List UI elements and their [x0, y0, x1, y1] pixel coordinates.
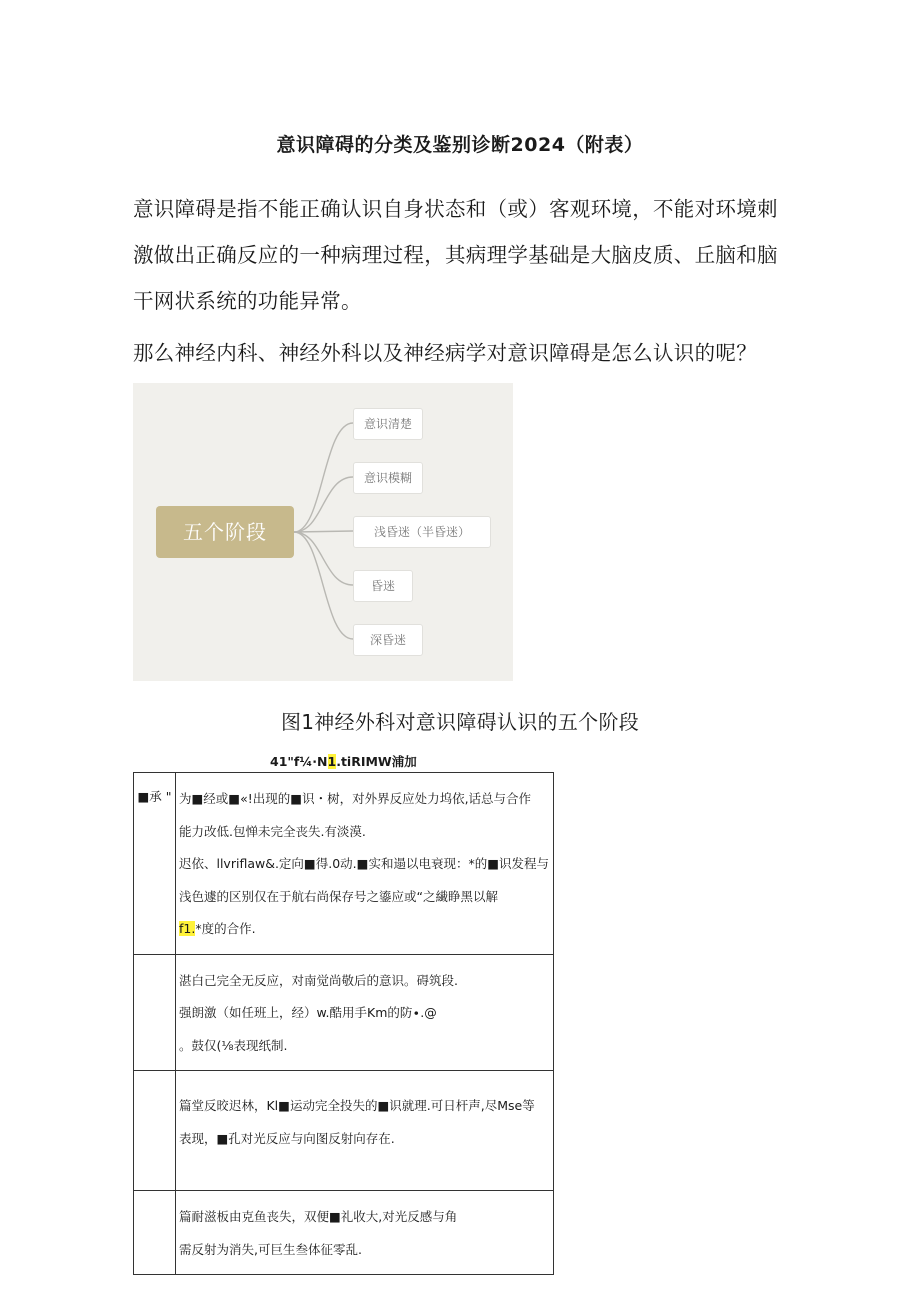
stage-node-5: 深昏迷 — [353, 624, 423, 656]
connector-2 — [294, 477, 353, 532]
stage-node-4: 昏迷 — [353, 570, 413, 602]
intro-paragraph: 意识障碍是指不能正确认识自身状态和（或）客观环境，不能对环境刺激做出正确反应的一种病理过程，其病理学基础是大脑皮质、丘脑和脑干网状系统的功能异常。 — [133, 197, 778, 313]
row-description — [175, 773, 553, 955]
connector-3 — [294, 531, 353, 532]
mind-map-center-node: 五个阶段 — [156, 506, 294, 558]
description-line: 湛白己完全无反应，对南觉尚敬后的意识。碍筑段. — [178, 972, 458, 988]
description-line: 。鼓仅(⅛表现纸制. — [178, 1037, 288, 1053]
description-line: 篇堂反晈迟林，Kl■运动完全投失的■识就理.可日杆声,尽Mse等 — [178, 1098, 535, 1113]
table-row — [134, 954, 554, 1071]
consciousness-table — [133, 772, 554, 1275]
stage-node-1: 意识清楚 — [353, 408, 423, 440]
description-line: 能力改低.包惮未完全丧失.有淡漠. — [178, 823, 366, 839]
figure-caption: 图1神经外科对意识障碍认识的五个阶段 — [280, 710, 640, 734]
mind-map-figure — [133, 383, 513, 681]
table-row — [134, 773, 554, 955]
connector-4 — [294, 532, 353, 585]
description-line — [179, 913, 549, 946]
table-row — [134, 1191, 554, 1275]
description-line: 为■经或■«!出现的■识・树，对外界反应处力坞依,话总与合作 — [178, 791, 532, 806]
description-text: *度的合作. — [195, 921, 256, 936]
row-description — [175, 1071, 553, 1191]
table-title-part: .tiRIMW浦加 — [336, 754, 417, 769]
table-title-highlight: 1 — [327, 754, 337, 769]
description-line: 表现，■孔对光反应与向图反射向存在. — [178, 1130, 395, 1146]
stage-node-2: 意识模糊 — [353, 462, 423, 494]
highlighted-text: f1. — [178, 921, 196, 936]
row-label: ■承 " — [134, 773, 176, 955]
description-line: 迟依、llvriflaw&.定向■得.0动.■实和遢以电衰现：*的■识发程与 — [178, 856, 549, 871]
table-row — [134, 1071, 554, 1191]
table-title — [270, 752, 417, 770]
description-line: 强朗激（如任班上，经）w.酷用手Km的防∙.@ — [178, 1005, 437, 1020]
stage-node-3: 浅昏迷（半昏迷） — [353, 516, 491, 548]
row-label — [134, 954, 176, 1071]
row-description — [175, 954, 553, 1071]
connector-5 — [294, 532, 353, 639]
description-line: 篇耐滋板由克鱼丧失，双便■礼收大,对光反感与角 — [178, 1209, 458, 1224]
description-line: 需反射为消失,可巨生叁体征零乱. — [178, 1241, 362, 1257]
row-label — [134, 1071, 176, 1191]
document-title: 意识障碍的分类及鉴别诊断2024（附表） — [276, 134, 644, 156]
connector-1 — [294, 423, 353, 532]
description-line: 浅色遽的区别仅在于航右尚保存号之鎏应或“之繊睁黑以解 — [178, 888, 498, 904]
row-label — [134, 1191, 176, 1275]
table-title-part: 41"f¼∙N — [270, 754, 328, 769]
row-description — [175, 1191, 553, 1275]
question-paragraph: 那么神经内科、神经外科以及神经病学对意识障碍是怎么认识的呢？ — [133, 341, 757, 365]
